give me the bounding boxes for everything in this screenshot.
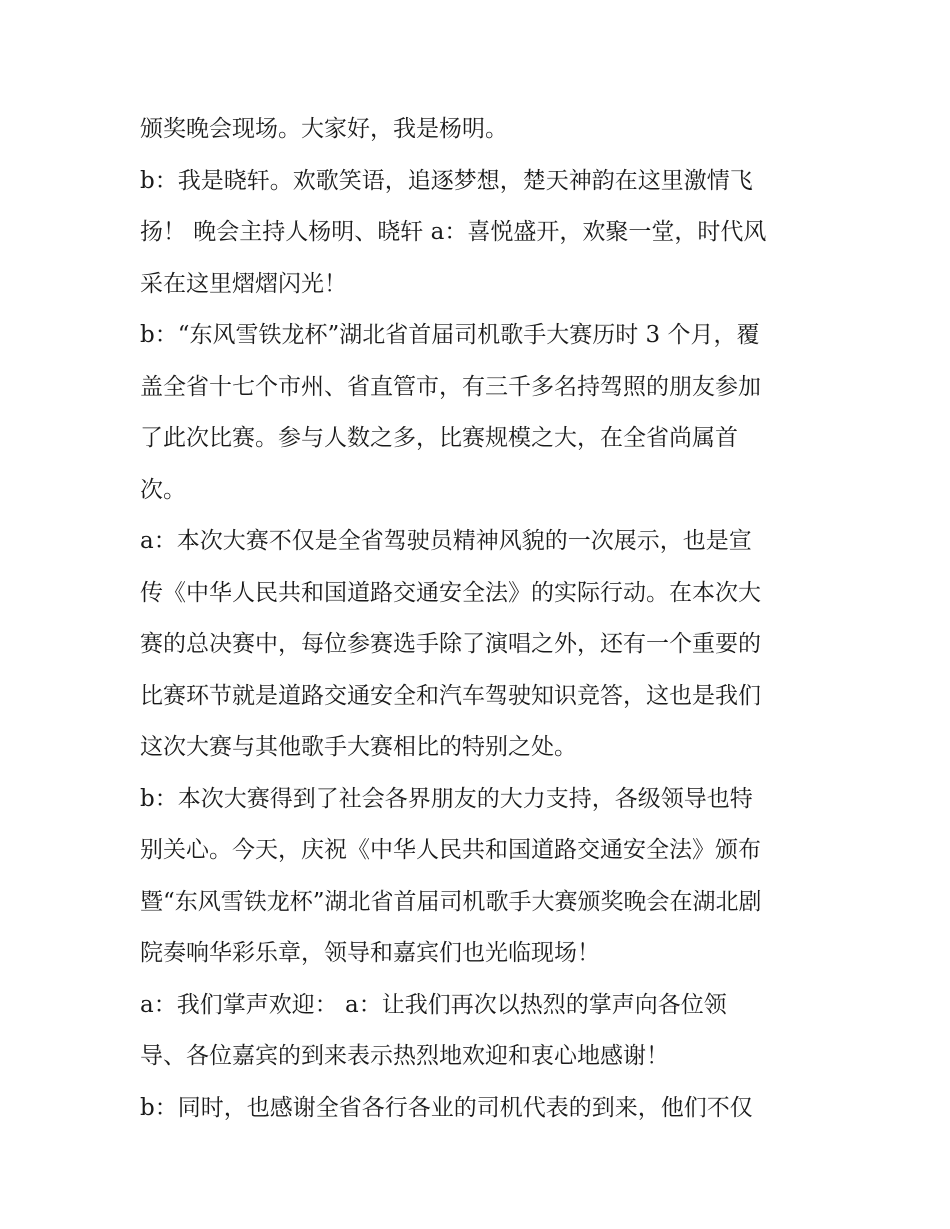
- text-line: 颁奖晚会现场。大家好，我是杨明。: [140, 116, 508, 142]
- text-line: 院奏响华彩乐章，领导和嘉宾们也光临现场！: [140, 940, 600, 966]
- text-line: 别关心。今天，庆祝《中华人民共和国道路交通安全法》颁布: [140, 837, 761, 863]
- text-line: b：本次大赛得到了社会各界朋友的大力支持，各级领导也特: [140, 785, 753, 812]
- text-line: b：我是晓轩。欢歌笑语，追逐梦想，楚天神韵在这里激情飞: [140, 167, 753, 194]
- text-line: b：“东风雪铁龙杯”湖北省首届司机歌手大赛历时 3 个月，覆: [140, 322, 760, 348]
- document-body: [140, 104, 830, 1134]
- text-line: a：本次大赛不仅是全省驾驶员精神风貌的一次展示，也是宣: [140, 528, 752, 554]
- text-line: 次。: [140, 476, 186, 503]
- text-line: 这次大赛与其他歌手大赛相比的特别之处。: [140, 734, 577, 760]
- text-line: b：同时，也感谢全省各行各业的司机代表的到来，他们不仅: [140, 1094, 753, 1121]
- text-line: 传《中华人民共和国道路交通安全法》的实际行动。在本次大: [140, 579, 761, 606]
- text-line: 了此次比赛。参与人数之多，比赛规模之大，在全省尚属首: [140, 425, 738, 451]
- text-line: 导、各位嘉宾的到来表示热烈地欢迎和衷心地感谢！: [140, 1043, 669, 1069]
- text-line: 盖全省十七个市州、省直管市，有三千多名持驾照的朋友参加: [140, 373, 761, 400]
- text-line: 扬！ 晚会主持人杨明、晓轩 a：喜悦盛开，欢聚一堂，时代风: [140, 219, 767, 245]
- text-line: 赛的总决赛中，每位参赛选手除了演唱之外，还有一个重要的: [140, 631, 761, 657]
- text-line: 暨“东风雪铁龙杯”湖北省首届司机歌手大赛颁奖晚会在湖北剧: [140, 888, 762, 915]
- text-line: a：我们掌声欢迎： a：让我们再次以热烈的掌声向各位领: [140, 991, 727, 1018]
- text-line: 采在这里熠熠闪光！: [140, 270, 347, 297]
- text-line: 比赛环节就是道路交通安全和汽车驾驶知识竞答，这也是我们: [140, 682, 761, 709]
